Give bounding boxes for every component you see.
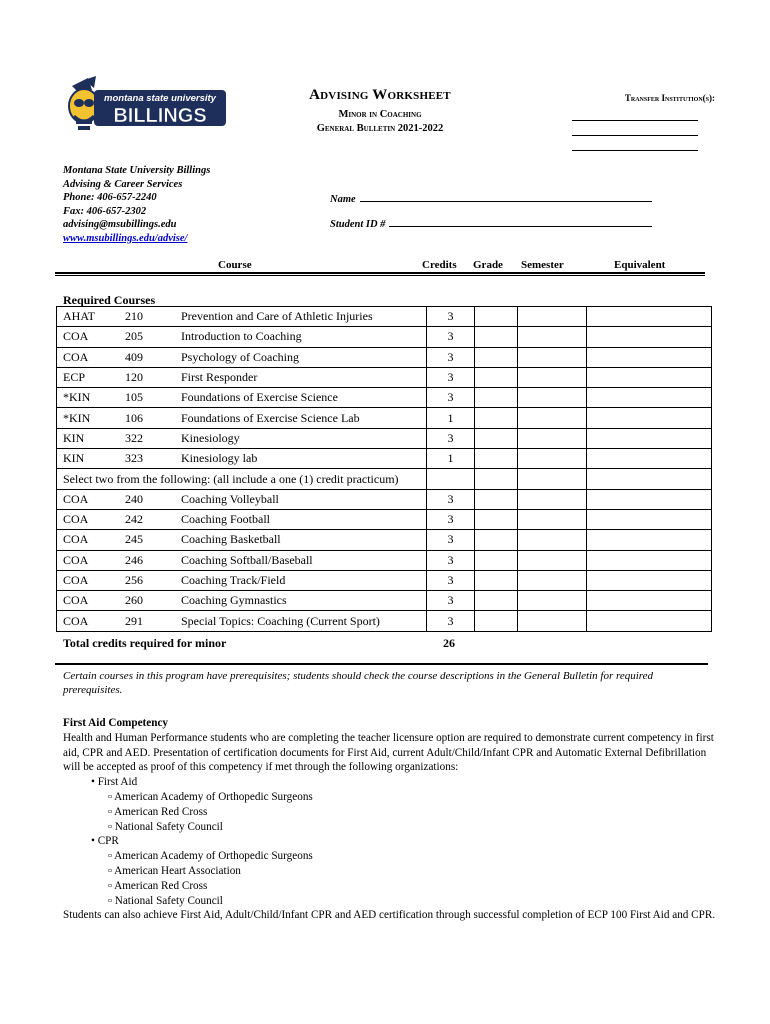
semester-cell[interactable] — [518, 530, 587, 550]
course-row — [57, 530, 712, 550]
course-credits: 3 — [427, 570, 475, 590]
required-courses-heading: Required Courses — [63, 293, 156, 307]
header-rule — [55, 272, 705, 274]
contact-phone: Phone: 406-657-2240 — [63, 192, 157, 203]
course-table — [56, 306, 712, 632]
name-input-line[interactable] — [360, 194, 652, 202]
worksheet-subtitle-bulletin: General Bulletin 2021-2022 — [316, 123, 444, 134]
course-prefix: COA — [57, 327, 126, 347]
select-note-row — [57, 469, 712, 489]
col-header-course: Course — [218, 259, 252, 271]
course-title: Foundations of Exercise Science — [181, 388, 427, 408]
course-prefix: COA — [57, 570, 126, 590]
equivalent-cell[interactable] — [587, 509, 712, 529]
course-number: 256 — [125, 570, 181, 590]
organization-item: ▫ American Heart Association — [108, 864, 241, 877]
grade-cell[interactable] — [475, 550, 518, 570]
equivalent-cell[interactable] — [587, 408, 712, 428]
course-title: Special Topics: Coaching (Current Sport) — [181, 611, 427, 631]
course-number: 105 — [125, 388, 181, 408]
course-prefix: AHAT — [57, 307, 126, 327]
col-header-semester: Semester — [521, 259, 564, 271]
course-prefix: COA — [57, 347, 126, 367]
course-title: Kinesiology — [181, 428, 427, 448]
course-credits: 3 — [427, 367, 475, 387]
grade-cell[interactable] — [475, 347, 518, 367]
course-title: Coaching Track/Field — [181, 570, 427, 590]
course-prefix: *KIN — [57, 408, 126, 428]
course-number: 409 — [125, 347, 181, 367]
course-row — [57, 367, 712, 387]
course-number: 242 — [125, 509, 181, 529]
semester-cell[interactable] — [518, 428, 587, 448]
course-number: 240 — [125, 489, 181, 509]
course-row — [57, 489, 712, 509]
semester-cell[interactable] — [518, 611, 587, 631]
organization-item: ▫ American Academy of Orthopedic Surgeons — [108, 850, 313, 863]
transfer-institutions-label: Transfer Institution(s): — [624, 93, 715, 103]
organization-item: ▫ American Red Cross — [108, 805, 208, 818]
course-row — [57, 449, 712, 469]
course-credits: 3 — [427, 550, 475, 570]
course-row — [57, 388, 712, 408]
contact-org: Montana State University Billings — [63, 165, 211, 176]
course-row — [57, 611, 712, 631]
course-prefix: COA — [57, 550, 126, 570]
contact-fax: Fax: 406-657-2302 — [63, 205, 147, 217]
course-row — [57, 347, 712, 367]
grade-cell[interactable] — [475, 307, 518, 327]
grade-cell[interactable] — [475, 591, 518, 611]
grade-cell[interactable] — [475, 367, 518, 387]
semester-cell[interactable] — [518, 388, 587, 408]
student-id-label: Student ID # — [330, 219, 386, 230]
course-number: 245 — [125, 530, 181, 550]
advising-website-link[interactable]: www.msubillings.edu/advise/ — [63, 232, 188, 244]
first-aid-body: Health and Human Performance students who are completing the teacher licensure option are required to demonstrate current competency in first aid, CPR and AED. Presentation of certification documents for First Aid, current Adult/Child/Infant CPR and Automatic External Defibrillation will be accepted as proof of this competency if met through the following organizations: — [63, 731, 714, 774]
course-credits: 3 — [427, 327, 475, 347]
name-label: Name — [330, 194, 356, 205]
logo-university-text: montana state university — [104, 93, 216, 104]
equivalent-cell[interactable] — [587, 388, 712, 408]
equivalent-cell[interactable] — [587, 428, 712, 448]
grade-cell[interactable] — [475, 408, 518, 428]
header-rule-thin — [55, 275, 705, 276]
grade-cell[interactable] — [475, 388, 518, 408]
equivalent-cell[interactable] — [587, 550, 712, 570]
organization-item: ▫ National Safety Council — [108, 820, 223, 833]
course-title: Coaching Volleyball — [181, 489, 427, 509]
course-number: 322 — [125, 428, 181, 448]
course-title: Psychology of Coaching — [181, 347, 427, 367]
col-header-credits: Credits — [422, 259, 457, 271]
course-title: Prevention and Care of Athletic Injuries — [181, 307, 427, 327]
course-credits: 3 — [427, 388, 475, 408]
course-prefix: COA — [57, 591, 126, 611]
organization-item: ▫ National Safety Council — [108, 894, 223, 907]
contact-email: advising@msubillings.edu — [63, 219, 177, 230]
equivalent-cell[interactable] — [587, 489, 712, 509]
course-number: 323 — [125, 449, 181, 469]
course-title: First Responder — [181, 367, 427, 387]
student-id-input-line[interactable] — [389, 219, 652, 227]
first-aid-section — [63, 716, 723, 923]
grade-cell[interactable] — [475, 489, 518, 509]
course-title: Coaching Softball/Baseball — [181, 550, 427, 570]
course-number: 205 — [125, 327, 181, 347]
course-title: Kinesiology lab — [181, 449, 427, 469]
course-prefix: *KIN — [57, 388, 126, 408]
course-credits: 3 — [427, 509, 475, 529]
course-credits: 3 — [427, 611, 475, 631]
msub-logo — [62, 76, 230, 136]
bottom-rule — [55, 663, 708, 665]
transfer-line-3[interactable] — [572, 150, 698, 151]
course-credits: 1 — [427, 408, 475, 428]
equivalent-cell[interactable] — [587, 611, 712, 631]
col-header-equivalent: Equivalent — [614, 259, 666, 271]
course-prefix: COA — [57, 489, 126, 509]
first-aid-heading: First Aid Competency — [63, 717, 169, 729]
course-title: Coaching Football — [181, 509, 427, 529]
first-aid-bullet: • First Aid — [91, 776, 138, 789]
worksheet-title: Advising Worksheet — [309, 87, 451, 103]
semester-cell[interactable] — [518, 591, 587, 611]
course-number: 291 — [125, 611, 181, 631]
col-header-grade: Grade — [473, 259, 503, 271]
course-credits: 3 — [427, 489, 475, 509]
logo-billings-text: BILLINGS — [113, 105, 207, 127]
worksheet-subtitle-minor: Minor in Coaching — [338, 109, 422, 120]
course-credits: 1 — [427, 449, 475, 469]
name-field[interactable] — [330, 194, 652, 205]
course-row — [57, 307, 712, 327]
organization-item: ▫ American Academy of Orthopedic Surgeons — [108, 790, 313, 803]
semester-cell[interactable] — [518, 367, 587, 387]
course-number: 120 — [125, 367, 181, 387]
course-title: Introduction to Coaching — [181, 327, 427, 347]
equivalent-cell[interactable] — [587, 307, 712, 327]
course-row — [57, 327, 712, 347]
grade-cell[interactable] — [475, 611, 518, 631]
course-number: 260 — [125, 591, 181, 611]
course-prefix: COA — [57, 611, 126, 631]
course-credits: 3 — [427, 307, 475, 327]
grade-cell[interactable] — [475, 327, 518, 347]
equivalent-cell[interactable] — [587, 449, 712, 469]
course-credits: 3 — [427, 428, 475, 448]
prerequisite-note: Certain courses in this program have prerequisites; students should check the course descriptions in the General Bulletin for required prerequisites. — [63, 670, 654, 696]
semester-cell[interactable] — [518, 408, 587, 428]
grade-cell[interactable] — [475, 530, 518, 550]
course-row — [57, 570, 712, 590]
semester-cell[interactable] — [518, 550, 587, 570]
course-title: Coaching Gymnastics — [181, 591, 427, 611]
course-title: Foundations of Exercise Science Lab — [181, 408, 427, 428]
course-credits: 3 — [427, 591, 475, 611]
semester-cell[interactable] — [518, 489, 587, 509]
student-id-field[interactable] — [330, 219, 652, 230]
transfer-line-1[interactable] — [572, 120, 698, 121]
cpr-bullet: • CPR — [91, 835, 119, 848]
equivalent-cell[interactable] — [587, 591, 712, 611]
course-title: Coaching Basketball — [181, 530, 427, 550]
transfer-line-2[interactable] — [572, 135, 698, 136]
course-prefix: ECP — [57, 367, 126, 387]
semester-cell[interactable] — [518, 327, 587, 347]
equivalent-cell[interactable] — [587, 570, 712, 590]
equivalent-cell[interactable] — [587, 530, 712, 550]
course-row — [57, 591, 712, 611]
equivalent-cell[interactable] — [587, 347, 712, 367]
course-row — [57, 550, 712, 570]
equivalent-cell[interactable] — [587, 367, 712, 387]
course-number: 210 — [125, 307, 181, 327]
course-credits: 3 — [427, 347, 475, 367]
course-prefix: KIN — [57, 449, 126, 469]
organization-item: ▫ American Red Cross — [108, 879, 208, 892]
course-prefix: COA — [57, 509, 126, 529]
grade-cell[interactable] — [475, 509, 518, 529]
contact-block — [63, 164, 210, 245]
course-row — [57, 428, 712, 448]
first-aid-closing: Students can also achieve First Aid, Adult/Child/Infant CPR and AED certification through successful completion of ECP 100 First Aid and CPR. — [63, 909, 716, 922]
course-prefix: COA — [57, 530, 126, 550]
total-credits-value: 26 — [443, 636, 455, 650]
semester-cell[interactable] — [518, 509, 587, 529]
grade-cell[interactable] — [475, 570, 518, 590]
course-credits: 3 — [427, 530, 475, 550]
course-row — [57, 509, 712, 529]
course-prefix: KIN — [57, 428, 126, 448]
grade-cell[interactable] — [475, 449, 518, 469]
semester-cell[interactable] — [518, 570, 587, 590]
semester-cell[interactable] — [518, 449, 587, 469]
total-credits-label: Total credits required for minor — [63, 636, 227, 650]
course-number: 106 — [125, 408, 181, 428]
select-note: Select two from the following: (all include a one (1) credit practicum) — [57, 469, 427, 489]
equivalent-cell[interactable] — [587, 327, 712, 347]
semester-cell[interactable] — [518, 347, 587, 367]
course-number: 246 — [125, 550, 181, 570]
semester-cell[interactable] — [518, 307, 587, 327]
grade-cell[interactable] — [475, 428, 518, 448]
course-row — [57, 408, 712, 428]
contact-dept: Advising & Career Services — [63, 178, 183, 190]
